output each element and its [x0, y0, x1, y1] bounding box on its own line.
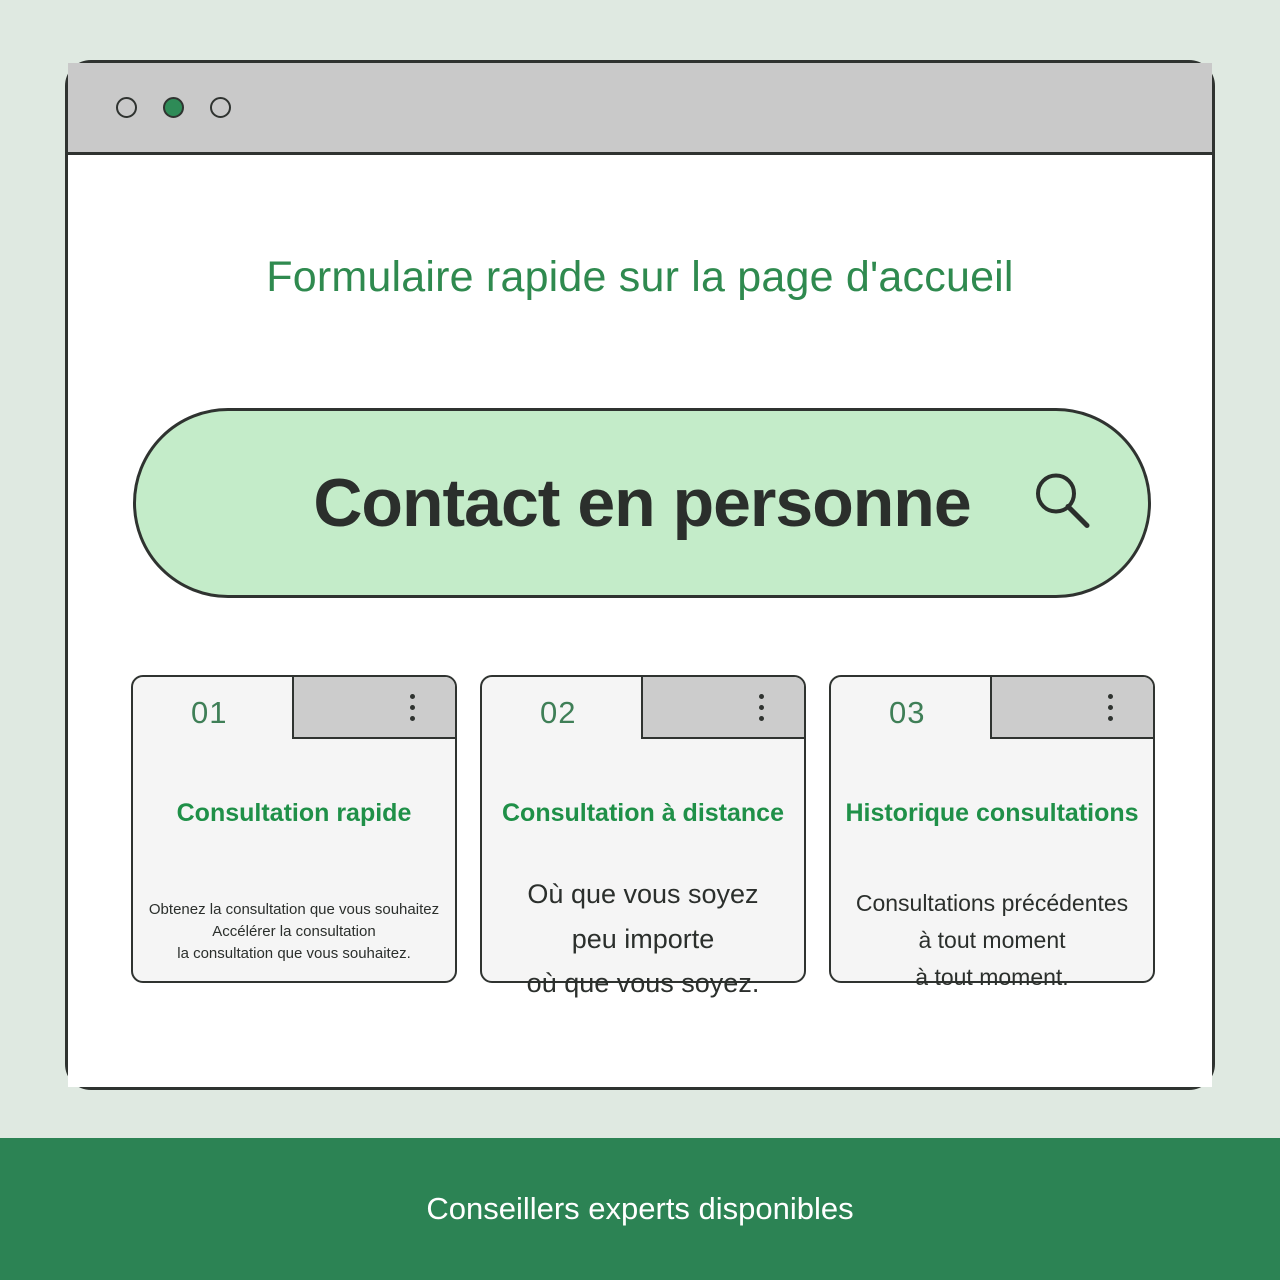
window-content: [68, 155, 1212, 1087]
card-title: Historique consultations: [845, 799, 1139, 827]
card-body-line: à tout moment.: [915, 963, 1069, 990]
card-body-line: où que vous soyez.: [526, 968, 760, 999]
card-item[interactable]: [480, 675, 806, 999]
kebab-menu-icon[interactable]: [410, 694, 415, 727]
search-input-value: Contact en personne: [313, 465, 971, 541]
page-title: Formulaire rapide sur la page d'accueil: [266, 253, 1014, 301]
traffic-light-close[interactable]: [116, 97, 137, 118]
card-number: 02: [540, 695, 577, 730]
card-body: [143, 899, 445, 964]
card-number: 03: [889, 695, 926, 730]
card-number: 01: [191, 695, 228, 730]
card-item[interactable]: [829, 675, 1155, 990]
window-titlebar: [68, 63, 1212, 155]
footer-text: Conseillers experts disponibles: [426, 1191, 854, 1226]
card-body-line: Où que vous soyez: [527, 879, 759, 909]
kebab-menu-icon[interactable]: [1108, 694, 1113, 727]
search-input[interactable]: [133, 408, 1151, 598]
card-body: [841, 885, 1143, 995]
card-title: Consultation à distance: [502, 799, 784, 827]
traffic-light-minimize[interactable]: [163, 97, 184, 118]
card-title: Consultation rapide: [176, 799, 412, 827]
card-body-line: Obtenez la consultation que vous souhaitez: [148, 901, 440, 918]
card-tab: [641, 677, 804, 739]
card-body: [492, 872, 794, 1006]
card-item[interactable]: [131, 675, 457, 983]
kebab-menu-icon[interactable]: [759, 694, 764, 727]
footer-banner: [0, 1138, 1280, 1280]
card-body-line: Consultations précédentes: [855, 890, 1129, 916]
traffic-light-maximize[interactable]: [210, 97, 231, 118]
browser-window: [65, 60, 1215, 1090]
card-body-line: Accélérer la consultation: [212, 922, 376, 940]
card-tab: [990, 677, 1153, 739]
card-body-line: peu importe: [571, 923, 715, 954]
card-tab: [292, 677, 455, 739]
card-body-line: à tout moment: [918, 926, 1066, 953]
card-list: [131, 675, 1155, 999]
search-icon[interactable]: [1029, 469, 1093, 538]
card-body-line: la consultation que vous souhaitez.: [177, 944, 411, 962]
